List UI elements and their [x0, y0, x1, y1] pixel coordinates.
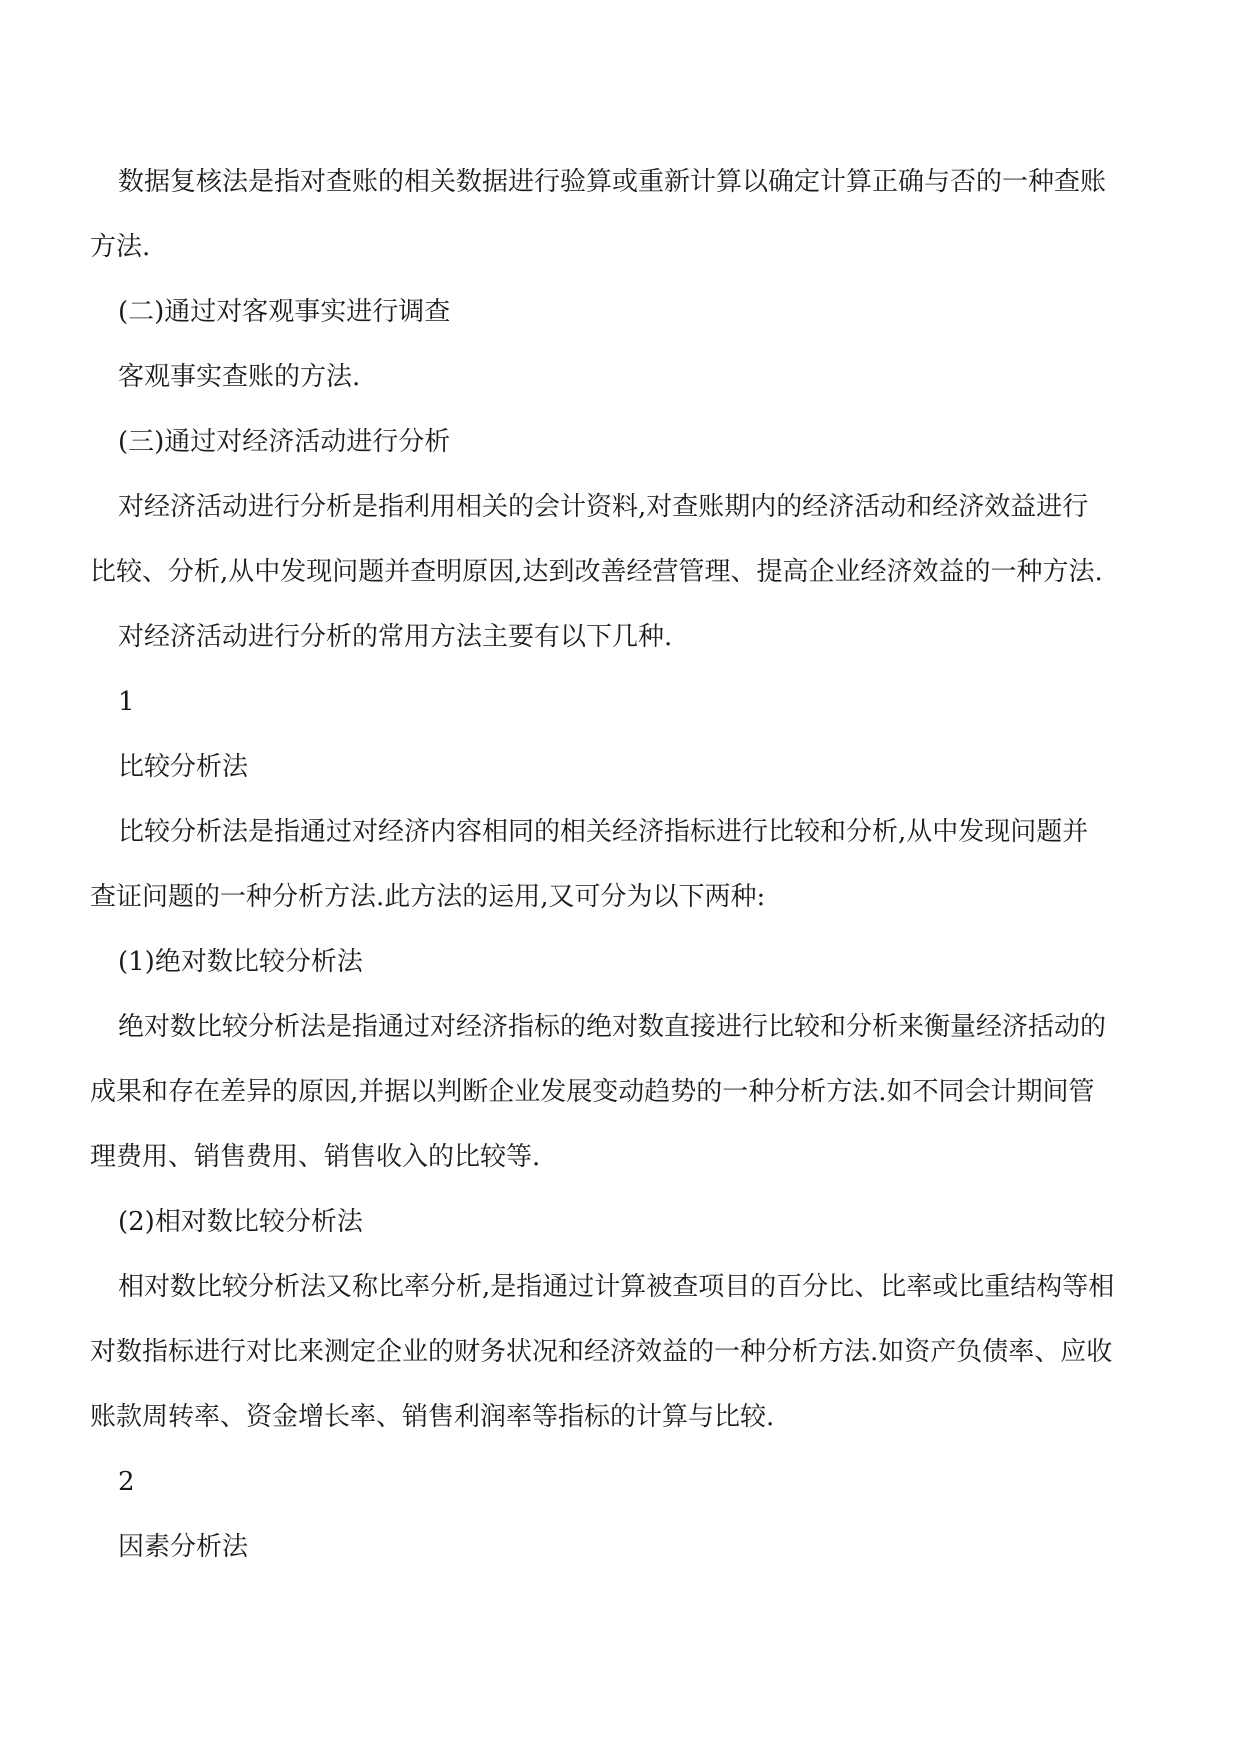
heading-relative-comparison: (2)相对数比较分析法: [118, 1207, 363, 1237]
paragraph-relative-line-2: 对数指标进行对比来测定企业的财务状况和经济效益的一种分析方法.如资产负债率、应收: [90, 1337, 1113, 1367]
paragraph-comparative-line-1: 比较分析法是指通过对经济内容相同的相关经济指标进行比较和分析,从中发现问题并: [118, 817, 1089, 847]
heading-factor-analysis: 因素分析法: [118, 1532, 249, 1562]
section-number-2: 2: [118, 1467, 135, 1497]
section-number-1: 1: [118, 687, 135, 717]
paragraph-absolute-line-3: 理费用、销售费用、销售收入的比较等.: [90, 1142, 541, 1172]
paragraph-economic-analysis-line-1: 对经济活动进行分析是指利用相关的会计资料,对查账期内的经济活动和经济效益进行: [118, 492, 1089, 522]
paragraph-comparative-line-2: 查证问题的一种分析方法.此方法的运用,又可分为以下两种:: [90, 882, 766, 912]
paragraph-economic-analysis-line-2: 比较、分析,从中发现问题并查明原因,达到改善经营管理、提高企业经济效益的一种方法.: [90, 557, 1103, 587]
heading-objective-facts: (二)通过对客观事实进行调查: [118, 297, 451, 327]
paragraph-common-methods: 对经济活动进行分析的常用方法主要有以下几种.: [118, 622, 673, 652]
paragraph-objective-facts: 客观事实查账的方法.: [118, 362, 361, 392]
paragraph-data-review-line-2: 方法.: [90, 232, 151, 262]
paragraph-data-review-line-1: 数据复核法是指对查账的相关数据进行验算或重新计算以确定计算正确与否的一种查账: [118, 167, 1107, 197]
paragraph-absolute-line-2: 成果和存在差异的原因,并据以判断企业发展变动趋势的一种分析方法.如不同会计期间管: [90, 1077, 1095, 1107]
paragraph-relative-line-3: 账款周转率、资金增长率、销售利润率等指标的计算与比较.: [90, 1402, 775, 1432]
paragraph-relative-line-1: 相对数比较分析法又称比率分析,是指通过计算被查项目的百分比、比率或比重结构等相: [118, 1272, 1115, 1302]
heading-absolute-comparison: (1)绝对数比较分析法: [118, 947, 363, 977]
heading-economic-analysis: (三)通过对经济活动进行分析: [118, 427, 451, 457]
heading-comparative-analysis: 比较分析法: [118, 752, 249, 782]
paragraph-absolute-line-1: 绝对数比较分析法是指通过对经济指标的绝对数直接进行比较和分析来衡量经济括动的: [118, 1012, 1107, 1042]
